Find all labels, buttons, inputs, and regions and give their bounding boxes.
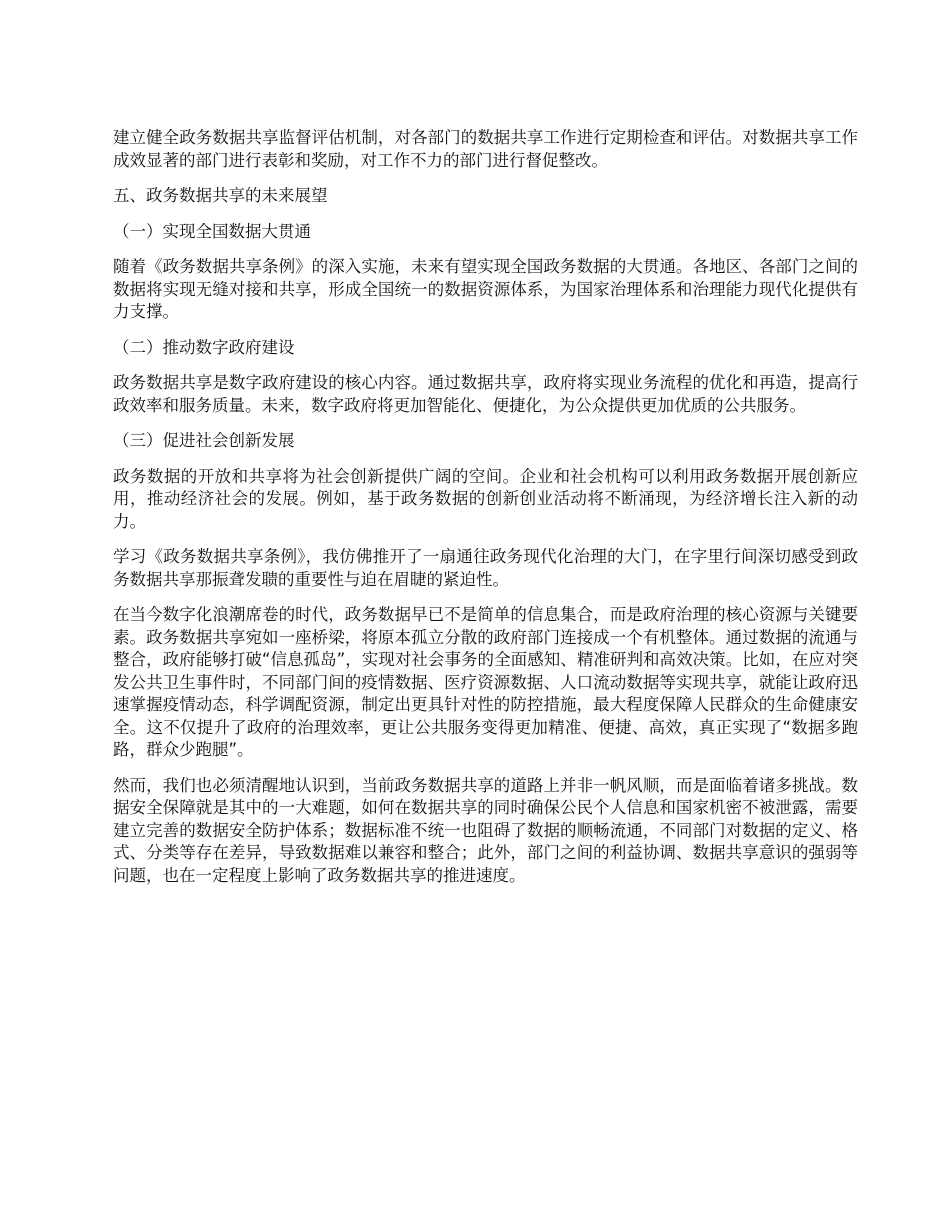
subheading-digital-government: （二）推动数字政府建设	[113, 337, 295, 357]
paragraph-social-innovation: 政务数据的开放和共享将为社会创新提供广阔的空间。企业和社会机构可以利用政务数据开展创新应用，推动经济社会的发展。例如，基于政务数据的创新创业活动将不断涌现，为经济增长注入新的动力。	[113, 466, 858, 531]
document-body	[113, 127, 858, 900]
paragraph-national-data-connection: 随着《政务数据共享条例》的深入实施，未来有望实现全国政务数据的大贯通。各地区、各部门之间的数据将实现无缝对接和共享，形成全国统一的数据资源体系，为国家治理体系和治理能力现代化提供有力支撑。	[113, 257, 858, 321]
paragraph-learning-reflection: 学习《政务数据共享条例》，我仿佛推开了一扇通往政务现代化治理的大门，在字里行间深切感受到政务数据共享那振聋发聩的重要性与迫在眉睫的紧迫性。	[113, 547, 858, 589]
subheading-social-innovation: （三）促进社会创新发展	[113, 431, 295, 450]
subheading-national-data-connection: （一）实现全国数据大贯通	[113, 221, 311, 241]
paragraph-challenges: 然而，我们也必须清醒地认识到，当前政务数据共享的道路上并非一帆风顺，而是面临着诸多挑战。数据安全保障就是其中的一大难题，如何在数据共享的同时确保公民个人信息和国家机密不被泄露，需要建立完善的数据安全防护体系；数据标准不统一也阻碍了数据的顺畅流通，不同部门对数据的定义、格式、分类等存在差异，导致数据难以兼容和整合；此外，部门之间的利益协调、数据共享意识的强弱等问题，也在一定程度上影响了政务数据共享的推进速度。	[113, 775, 858, 885]
paragraph-digital-government: 政务数据共享是数字政府建设的核心内容。通过数据共享，政府将实现业务流程的优化和再造，提高行政效率和服务质量。未来，数字政府将更加智能化、便捷化，为公众提供更加优质的公共服务。	[113, 373, 858, 415]
section-heading-future-outlook: 五、政务数据共享的未来展望	[113, 186, 328, 205]
paragraph-supervision-mechanism: 建立健全政务数据共享监督评估机制，对各部门的数据共享工作进行定期检查和评估。对数据共享工作成效显著的部门进行表彰和奖励，对工作不力的部门进行督促整改。	[113, 128, 858, 170]
paragraph-digital-era: 在当今数字化浪潮席卷的时代，政务数据早已不是简单的信息集合，而是政府治理的核心资源与关键要素。政务数据共享宛如一座桥梁，将原本孤立分散的政府部门连接成一个有机整体。通过数据的流通与整合，政府能够打破“信息孤岛”，实现对社会事务的全面感知、精准研判和高效决策。比如，在应对突发公共卫生事件时，不同部门间的疫情数据、医疗资源数据、人口流动数据等实现共享，就能让政府迅速掌握疫情动态，科学调配资源，制定出更具针对性的防控措施，最大程度保障人民群众的生命健康安全。这不仅提升了政府的治理效率，更让公共服务变得更加精准、便捷、高效，真正实现了“数据多跑路，群众少跑腿”。	[113, 605, 858, 759]
